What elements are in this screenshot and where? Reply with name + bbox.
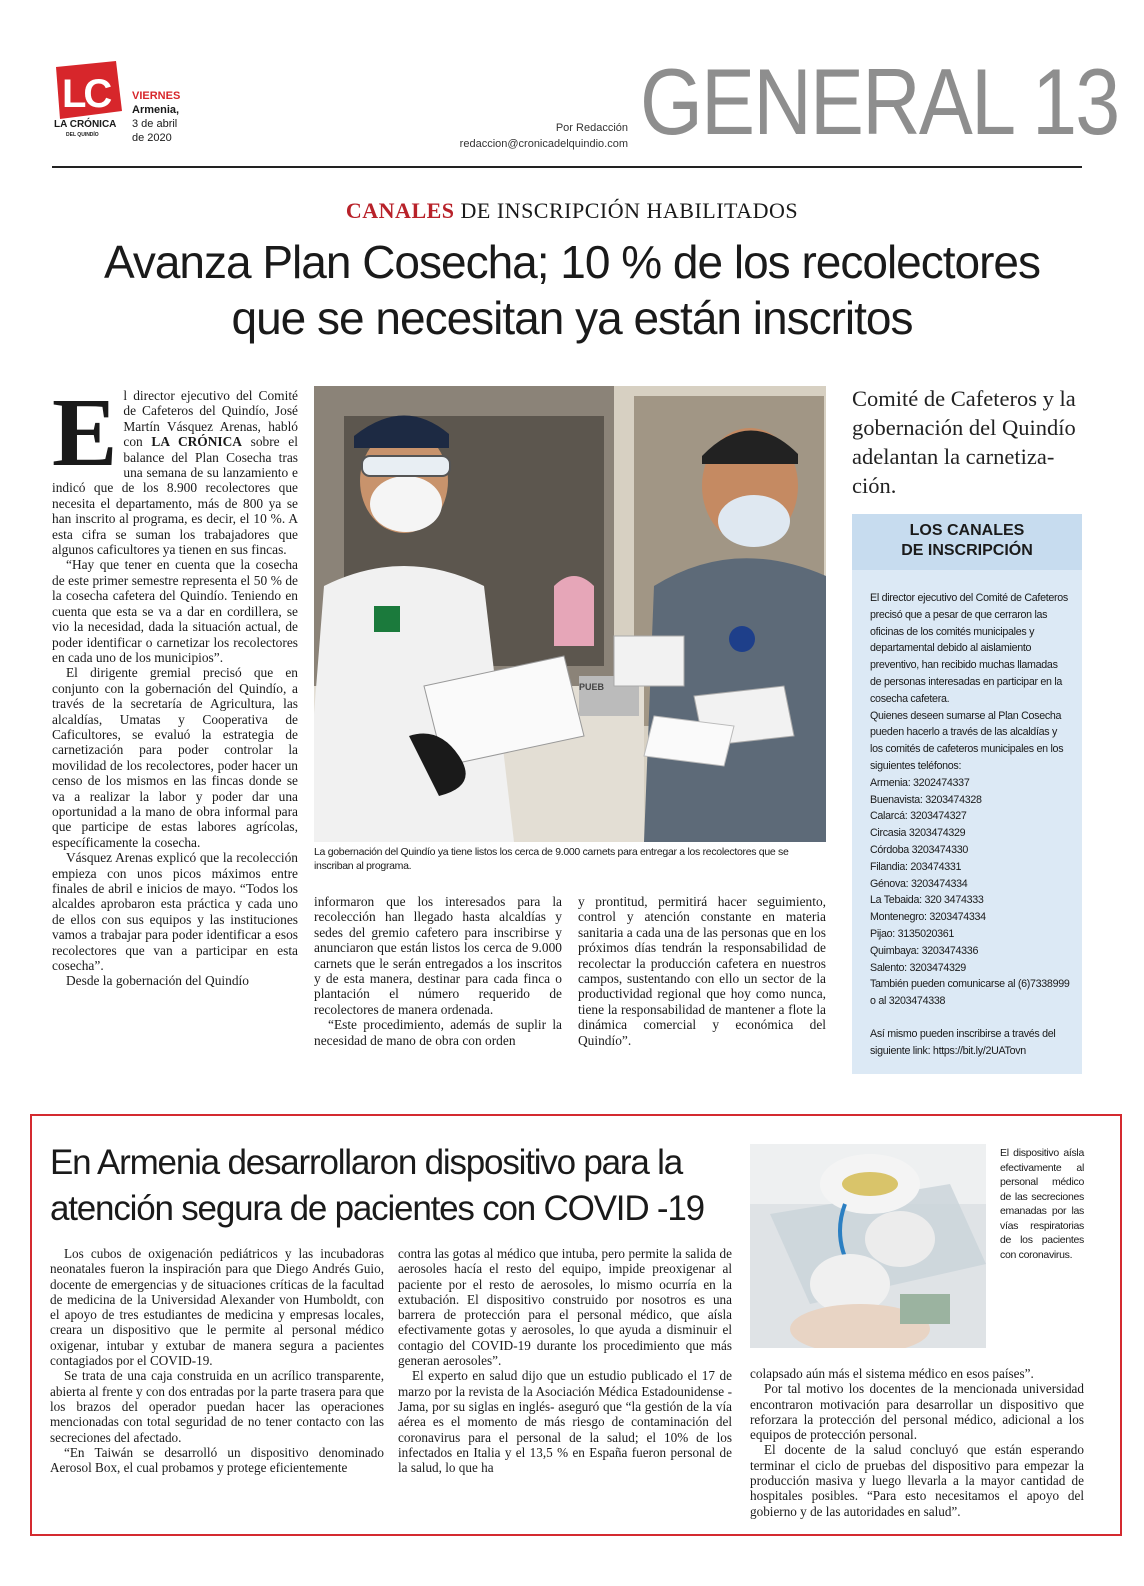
story1-paragraph <box>52 379 298 558</box>
date-line-2: de 2020 <box>132 132 172 144</box>
story2-photo <box>750 1144 986 1348</box>
sidebar-phone: Pijao: 3135020361 <box>870 927 955 940</box>
sidebar-phone: Montenegro: 3203474334 <box>870 911 986 924</box>
sidebar-intro-2: Quienes deseen sumarse al Plan Cosecha pueden hacerlo a través de las alcaldías y los comités de cafeteros municipales en los siguientes teléfonos: <box>870 709 1064 772</box>
story2-paragraph: Los cubos de oxigenación pediátricos y las incubadoras neonatales fueron la inspiración para que Diego Andrés Guio, docente de emergencias y de situaciones críticas de la facultad de medicina de la Universidad Alexander von Humboldt, con el apoyo de tres estudiantes de medicina y empresas locales, creara un dispositivo que le permite al personal médico oxigenar, intubar y extubar de manera segura a pacientes contagiados por el COVID-19. <box>50 1246 384 1369</box>
story2-paragraph: contra las gotas al médico que intuba, pero permite la salida de aerosoles hacía el resto del equipo, impide preoxigenar al paciente por el resto de aerosoles, lo mismo ocurría en la extubación. El dispositivo construido por nosotros es una barrera de protección para el personal médico, que aísla efectivamente gotas y aerosoles, lo que ayuda a disminuir el contagio del COVID-19 durante los procedimiento que más generan aerosoles”. <box>398 1246 732 1369</box>
story1-photo <box>314 386 826 842</box>
headline-line-2: que se necesitan ya están inscritos <box>231 292 913 344</box>
pullquote: Comité de Cafeteros y la gobernación del Quindío adelantan la carnetiza- ción. <box>852 386 1076 498</box>
story2-column-2 <box>398 1246 732 1475</box>
sidebar-also-phone: También pueden comunicarse al (6)7338999 o al 3203474338 <box>870 978 1070 1008</box>
story2-paragraph: Se trata de una caja construida en un acrílico transparente, abierta al frente y con dos entradas por la parte trasera para que los brazos del operador puedan hacer las operaciones mencionadas con total seguridad de no tener contacto con las secreciones del afectado. <box>50 1368 384 1445</box>
byline: Por Redacción <box>555 122 628 134</box>
sidebar-phone: Buenavista: 3203474328 <box>870 793 982 806</box>
sidebar-intro: El director ejecutivo del Comité de Cafeteros precisó que a pesar de que cerraron las oficinas de los comités municipales y departamental debido al aislamiento preventivo, han recibido muchas llamadas de personas interesadas en participar en la cosecha cafetera. <box>870 592 1068 705</box>
story1-text: sobre el balance del Plan Cosecha tras una semana de su lanzamiento e indicó que de los 8.900 recolectores que necesita el departamento, más de 800 ya se han inscrito al programa, es decir, el 10 %. A esta cifra se suman los trabajadores que algunos caficultores ya tienen en sus fincas. <box>52 434 298 558</box>
sidebar-phone: Circasia 3203474329 <box>870 827 966 840</box>
date-line-1: 3 de abril <box>132 118 178 130</box>
sidebar-phone: Quimbaya: 3203474336 <box>870 944 979 957</box>
story2-paragraph: Por tal motivo los docentes de la mencionada universidad encontraron motivación para desarrollar un dispositivo que reforzara la protección del personal médico, adicional a los equipos de protección personal. <box>750 1381 1084 1443</box>
story2-paragraph: “En Taiwán se desarrolló un dispositivo denominado Aerosol Box, el cual probamos y protege eficientemente <box>50 1444 384 1476</box>
story2-paragraph: El experto en salud dijo que un estudio publicado el 17 de marzo por la revista de la Asociación Médica Estadounidense -Jama, por su siglas en inglés- aseguró que “la gestión de la vía aérea es el momento de más riesgo de contaminación del coronavirus para el personal de la salud; el 10% de los infectados en Italia y el 13,5 % en España fueron personal de la salud, lo que ha <box>398 1368 732 1476</box>
story2-headline <box>50 1140 750 1232</box>
story1-column-3 <box>578 894 826 1048</box>
photo-sign: PUEB <box>579 682 605 692</box>
kicker-strong: CANALES <box>345 198 455 223</box>
story1-paragraph: Desde la gobernación del Quindío <box>66 973 249 989</box>
byline-email: redaccion@cronicadelquindio.com <box>459 138 628 150</box>
story1-paragraph: informaron que los interesados para la recolección han llegado hasta alcaldías y sedes del gremio cafetero para inscribirse y anunciaron que están listos los cerca de 9.000 carnets que le serán entregados a los inscritos y de esta manera, destinar para cada finca o plantación el número requerido de recolectores de manera ordenada. <box>314 894 562 1017</box>
story1-paragraph: “Hay que tener en cuenta que la cosecha de este primer semestre representa el 50 % de la cosecha cafetera del Quindío. Teniendo en cuenta que esta se va a dar en cordillera, se vio la necesidad, dada la situación actual, de poder identificar o carnetizar los recolectores en cada uno de los municipios”. <box>52 557 298 665</box>
logo-mark <box>52 61 122 119</box>
story1-column-2 <box>314 894 562 1048</box>
logo-name: LA CRÓNICA <box>54 119 117 130</box>
story1-column-1 <box>52 379 298 989</box>
story1-paragraph: El dirigente gremial precisó que en conjunto con la gobernación del Quindío, a través de la secretaría de Agricultura, las alcaldías, Umatas y Cooperativa de Caficultores, se evaluó la estrategia de carnetización para poder controlar la movilidad de los recolectores, poder hacer un censo de los mismos en las fincas donde se va a realizar la labor y poder dar una oportunidad a la mano de obra informal para que participe de estas labores agrícolas, específicamente la cosecha. <box>52 665 298 850</box>
story2-column-1 <box>50 1246 384 1475</box>
sidebar-phone: Génova: 3203474334 <box>870 877 968 890</box>
story2-headline-line-2: atención segura de pacientes con COVID -19 <box>50 1189 704 1228</box>
photo-two-men-with-carnets <box>314 386 826 842</box>
story2-headline-line-1: En Armenia desarrollaron dispositivo para la <box>50 1143 683 1182</box>
story2-column-3 <box>750 1366 1084 1519</box>
photo-caption: La gobernación del Quindío ya tiene listos los cerca de 9.000 carnets para entregar a los recolectores que se inscriban al programa. <box>314 846 789 872</box>
story2-photo-caption: El dispositivo aísla efectivamente al personal médico de las secreciones emanadas por las vías respiratorias de los pacientes con coronavirus. <box>1000 1147 1084 1261</box>
sidebar-phone: Filandia: 203474331 <box>870 860 962 873</box>
dropcap: E <box>52 379 118 487</box>
sidebar-phone: La Tebaida: 320 3474333 <box>870 894 984 907</box>
logo <box>52 61 122 138</box>
sidebar-title <box>852 514 1082 570</box>
sidebar-phone: Córdoba 3203474330 <box>870 843 969 856</box>
kicker <box>0 198 1144 224</box>
sidebar-phone: Armenia: 3202474337 <box>870 776 970 789</box>
section-name: GENERAL <box>640 49 1012 154</box>
logo-subname: DEL QUINDÍO <box>66 132 99 138</box>
sidebar-phone: Calarcá: 3203474327 <box>870 810 967 823</box>
sidebar-box <box>852 514 1082 1074</box>
masthead-rule <box>52 166 1082 168</box>
masthead <box>0 0 1144 170</box>
story2-paragraph: El docente de la salud concluyó que están esperando terminar el ciclo de pruebas del dispositivo para empezar la producción masiva y luego llevarla a la mayor cantidad de hospitales posibles. “Para esto necesitamos el apoyo del gobierno y de las autoridades en salud”. <box>750 1442 1084 1519</box>
story1-paragraph: y prontitud, permitirá hacer seguimiento, control y atención constante en materia sanitaria a cada una de las personas que en los próximos días tendrán la responsabilidad de recolectar la producción cafetera en nuestros campos, sustentando con ello un sector de la productividad regional que hoy como nunca, tiene la responsabilidad de mantener a flote la dinámica comercial y económica del Quindío”. <box>578 894 826 1048</box>
page-number: 13 <box>1032 49 1119 154</box>
kicker-rest: DE INSCRIPCIÓN HABILITADOS <box>460 198 799 223</box>
sidebar-title-line-2: DE INSCRIPCIÓN <box>901 542 1033 559</box>
story1-paragraph: “Este procedimiento, además de suplir la necesidad de mano de obra con orden <box>314 1017 562 1048</box>
sidebar-title-line-1: LOS CANALES <box>909 522 1025 539</box>
svg-text:LC: LC <box>62 72 110 116</box>
headline <box>0 234 1144 346</box>
sidebar-link-text: Así mismo pueden inscribirse a través del siguiente link: https://bit.ly/2UATovn <box>870 1027 1056 1057</box>
sidebar-body <box>870 590 1070 1060</box>
weekday: VIERNES <box>132 90 181 102</box>
story1-text: l director ejecutivo del Comité de Cafeteros del Quindío, José Martín Vásquez Arenas, habló con <box>123 388 298 450</box>
sidebar-phone: Salento: 3203474329 <box>870 961 966 974</box>
story1-paragraph: Vásquez Arenas explicó que la recolección empieza con unos picos máximos entre finales de abril e inicios de mayo. “Todos los alcaldes aprobaron esta práctica y cada uno de ellos con sus equipos y las instituciones vamos a trabajar para poder identificar a esos recolectores que van a participar en esta cosecha”. <box>52 850 298 974</box>
section-title <box>640 49 1119 154</box>
photo-acrylic-box-device <box>750 1144 986 1348</box>
headline-line-1: Avanza Plan Cosecha; 10 % de los recolectores <box>103 236 1041 288</box>
story2-paragraph: colapsado aún más el sistema médico en esos países”. <box>750 1366 1034 1381</box>
newspaper-name: LA CRÓNICA <box>151 434 242 450</box>
city: Armenia, <box>132 104 180 116</box>
